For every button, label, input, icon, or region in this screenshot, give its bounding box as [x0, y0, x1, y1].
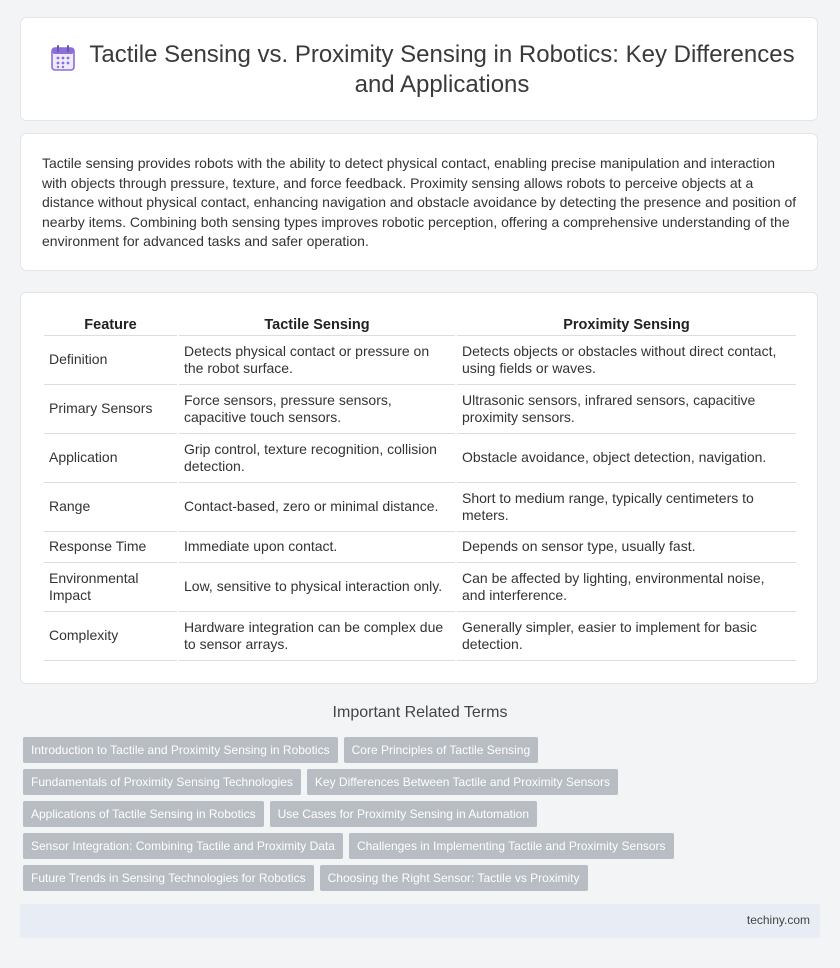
comparison-table-card — [20, 292, 818, 684]
row-feature: Definition — [44, 336, 177, 385]
table-row — [44, 434, 796, 483]
row-feature: Application — [44, 434, 177, 483]
row-feature: Environmental Impact — [44, 563, 177, 612]
row-feature: Range — [44, 483, 177, 532]
row-tactile: Force sensors, pressure sensors, capacitive touch sensors. — [179, 385, 455, 434]
table-row — [44, 483, 796, 532]
related-tag[interactable]: Fundamentals of Proximity Sensing Technologies — [23, 769, 301, 795]
row-feature: Response Time — [44, 532, 177, 563]
row-tactile: Immediate upon contact. — [179, 532, 455, 563]
row-proximity: Can be affected by lighting, environmental noise, and interference. — [457, 563, 796, 612]
table-row — [44, 532, 796, 563]
related-tag[interactable]: Future Trends in Sensing Technologies for Robotics — [23, 865, 314, 891]
related-tag[interactable]: Choosing the Right Sensor: Tactile vs Proximity — [320, 865, 588, 891]
related-tags-row — [23, 801, 823, 827]
related-tag[interactable]: Introduction to Tactile and Proximity Sensing in Robotics — [23, 737, 338, 763]
related-tags-row — [23, 865, 823, 891]
row-tactile: Hardware integration can be complex due to sensor arrays. — [179, 612, 455, 661]
row-proximity: Depends on sensor type, usually fast. — [457, 532, 796, 563]
row-proximity: Obstacle avoidance, object detection, navigation. — [457, 434, 796, 483]
related-terms-title: Important Related Terms — [332, 704, 508, 721]
table-row — [44, 385, 796, 434]
table-row — [44, 612, 796, 661]
row-proximity: Ultrasonic sensors, infrared sensors, capacitive proximity sensors. — [457, 385, 796, 434]
row-tactile: Contact-based, zero or minimal distance. — [179, 483, 455, 532]
related-tag[interactable]: Key Differences Between Tactile and Proximity Sensors — [307, 769, 618, 795]
related-tag[interactable]: Sensor Integration: Combining Tactile and Proximity Data — [23, 833, 343, 859]
row-feature: Primary Sensors — [44, 385, 177, 434]
table-row — [44, 336, 796, 385]
header-proximity: Proximity Sensing — [457, 315, 796, 336]
footer-site-link[interactable]: techiny.com — [746, 913, 810, 927]
row-proximity: Generally simpler, easier to implement for basic detection. — [457, 612, 796, 661]
calendar-icon — [51, 45, 75, 71]
header-card — [20, 17, 818, 121]
related-tags-row — [23, 769, 823, 795]
footer — [20, 904, 820, 938]
related-tag[interactable]: Core Principles of Tactile Sensing — [344, 737, 539, 763]
intro-card — [20, 133, 818, 271]
row-tactile: Grip control, texture recognition, collision detection. — [179, 434, 455, 483]
intro-paragraph: Tactile sensing provides robots with the ability to detect physical contact, enabling precise manipulation and interaction with objects through pressure, texture, and force feedback. Proximity sensing allows robots to perceive objects at a distance without physical contact, enhancing navigation and obstacle avoidance by detecting the presence and position of nearby items. Combining both sensing types improves robotic perception, offering a comprehensive understanding of the environment for advanced tasks and safer operation. — [42, 155, 797, 250]
table-row — [44, 563, 796, 612]
row-tactile: Detects physical contact or pressure on the robot surface. — [179, 336, 455, 385]
related-tags-row — [23, 737, 823, 763]
row-tactile: Low, sensitive to physical interaction only. — [179, 563, 455, 612]
related-tags-row — [23, 833, 823, 859]
related-tag[interactable]: Challenges in Implementing Tactile and Proximity Sensors — [349, 833, 674, 859]
page-title: Tactile Sensing vs. Proximity Sensing in Robotics: Key Differences and Applications — [89, 41, 795, 98]
header-feature: Feature — [44, 315, 177, 336]
row-feature: Complexity — [44, 612, 177, 661]
table-header-row — [44, 315, 796, 336]
row-proximity: Short to medium range, typically centimeters to meters. — [457, 483, 796, 532]
row-proximity: Detects objects or obstacles without direct contact, using fields or waves. — [457, 336, 796, 385]
related-tag[interactable]: Use Cases for Proximity Sensing in Automation — [270, 801, 537, 827]
related-tag[interactable]: Applications of Tactile Sensing in Robotics — [23, 801, 264, 827]
comparison-table — [42, 315, 798, 661]
header-tactile: Tactile Sensing — [179, 315, 455, 336]
